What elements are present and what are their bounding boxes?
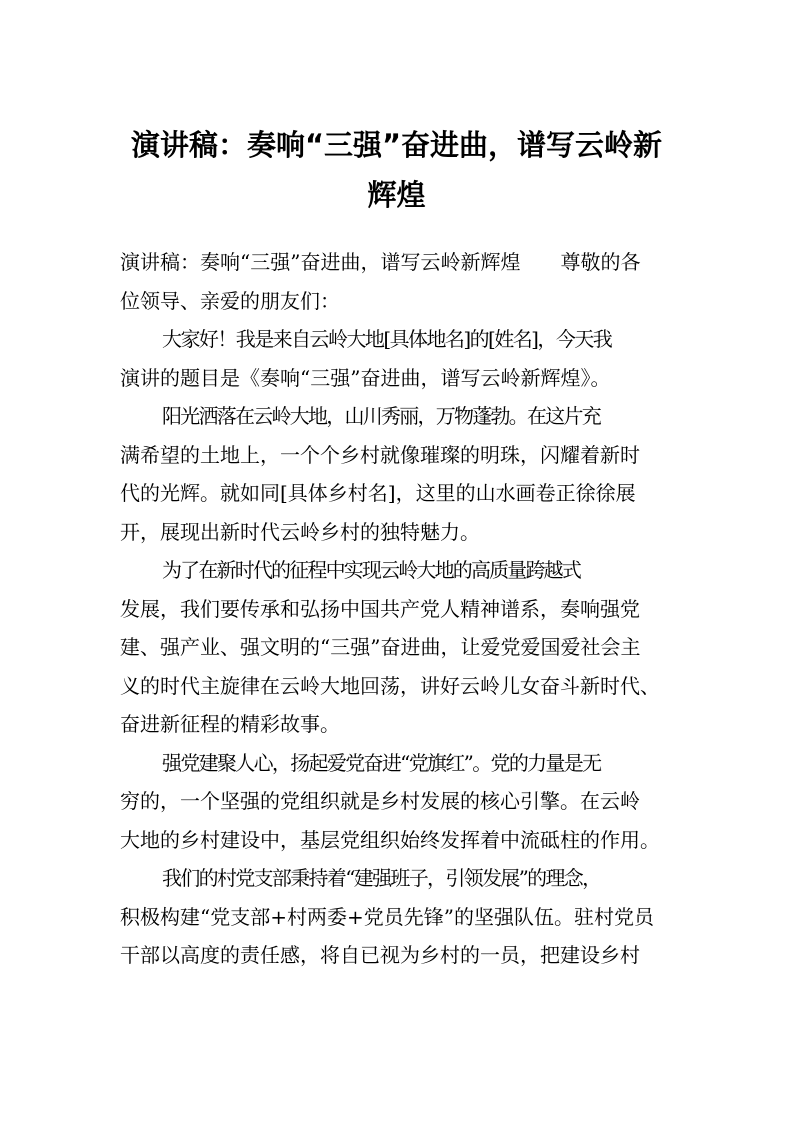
body-line: 发展，我们要传承和弘扬中国共产党人精神谱系，奏响强党 [120, 596, 640, 621]
document-body [120, 243, 680, 975]
body-line: 演讲稿：奏响“三强”奋进曲，谱写云岭新辉煌 尊敬的各 [120, 250, 641, 274]
body-line: 我们的村党支部秉持着“建强班子，引领发展”的理念， [162, 866, 601, 890]
body-line: 建、强产业、强文明的“三强”奋进曲，让爱党爱国爱社会主 [120, 635, 641, 659]
body-line: 阳光洒落在云岭大地，山川秀丽，万物蓬勃。在这片充 [162, 404, 600, 428]
body-line: 强党建聚人心，扬起爱党奋进“党旗红”。党的力量是无 [162, 750, 601, 775]
title-line-1: 演讲稿：奏响“三强”奋进曲，谱写云岭新 [130, 128, 663, 162]
body-line: 大地的乡村建设中，基层党组织始终发挥着中流砥柱的作用。 [120, 827, 660, 852]
body-line: 为了在新时代的征程中实现云岭大地的高质量跨越式 [162, 558, 580, 582]
body-line: 大家好！我是来自云岭大地[具体地名]的[姓名]，今天我 [162, 327, 612, 351]
document-title [100, 120, 693, 220]
body-line: 开，展现出新时代云岭乡村的独特魅力。 [120, 519, 480, 544]
body-line: 演讲的题目是《奏响“三强”奋进曲，谱写云岭新辉煌》。 [120, 365, 611, 390]
body-line: 满希望的土地上，一个个乡村就像璀璨的明珠，闪耀着新时 [120, 442, 640, 467]
body-line: 穷的，一个坚强的党组织就是乡村发展的核心引擎。在云岭 [120, 789, 640, 813]
title-line-2: 辉煌 [367, 178, 426, 212]
body-line: 奋进新征程的精彩故事。 [120, 712, 340, 736]
body-line: 干部以高度的责任感，将自已视为乡村的一员，把建设乡村 [120, 943, 640, 967]
body-line: 积极构建“党支部+村两委+党员先锋”的坚强队伍。驻村党员 [120, 904, 654, 929]
body-line: 代的光辉。就如同[具体乡村名]，这里的山水画卷正徐徐展 [120, 481, 636, 505]
body-line: 位领导、亲爱的朋友们： [120, 288, 340, 313]
body-line: 义的时代主旋律在云岭大地回荡，讲好云岭儿女奋斗新时代、 [120, 673, 660, 698]
